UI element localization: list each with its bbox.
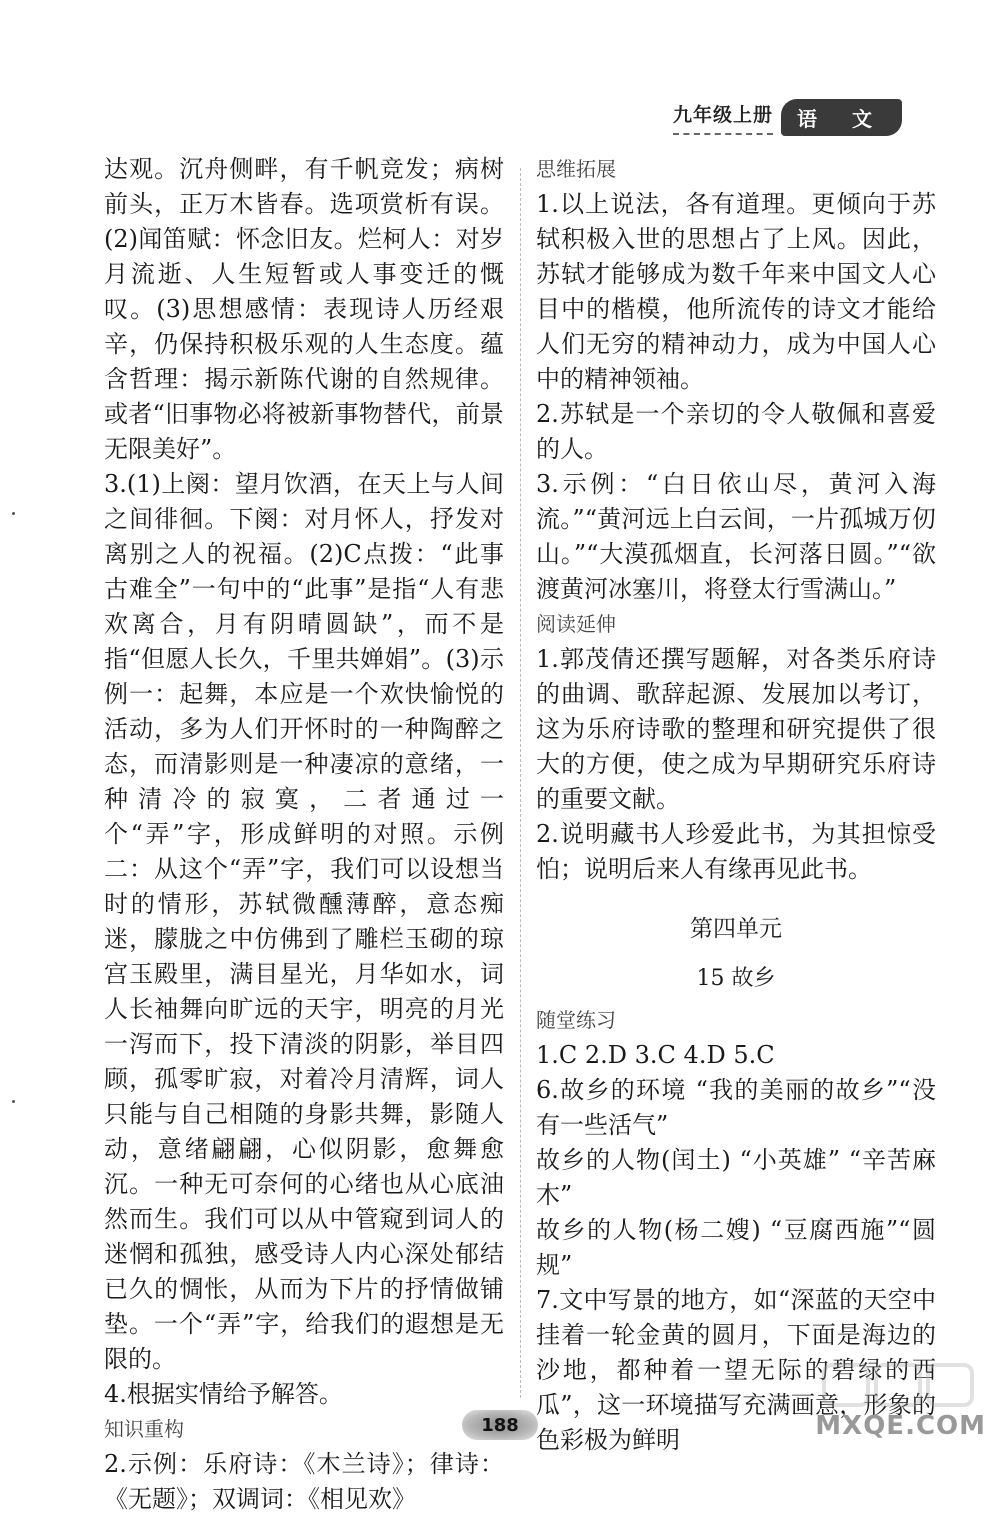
answer-item: 3.示例：“白日依山尽，黄河入海流。”“黄河远上白云间，一片孤城万仞山。”“大漠孤烟直，长河落日圆。”“欲渡黄河冰塞川，将登太行雪满山。”	[536, 470, 936, 603]
answer-item: 故乡的人物(杨二嫂) “豆腐西施”“圆规”	[536, 1216, 936, 1279]
answer-item: 7.文中写景的地方，如“深蓝的天空中挂着一轮金黄的圆月，下面是海边的沙地，都种着一望无际的碧绿的西瓜”，这一环境描写充满画意，形象的色彩极为鲜明	[536, 1286, 936, 1454]
left-column	[104, 152, 504, 1517]
right-column	[536, 152, 936, 1458]
grade-label: 九年级上册	[673, 100, 773, 135]
answer-item: 1.以上说法，各有道理。更倾向于苏轼积极入世的思想占了上风。因此，苏轼才能够成为数千年来中国文人心目中的楷模，他所流传的诗文才能给人们无穷的精神动力，成为中国人心中的精神领袖。	[536, 190, 936, 393]
answer-item: 2.苏轼是一个亲切的令人敬佩和喜爱的人。	[536, 400, 936, 463]
watermark-text: MXQE.COM	[815, 1411, 986, 1441]
section-title-knowledge: 知识重构	[104, 1417, 184, 1441]
unit-title: 第四单元	[690, 916, 782, 942]
subject-badge: 语 文	[781, 99, 902, 136]
answer-item: 1.C 2.D 3.C 4.D 5.C	[536, 1041, 775, 1069]
answer-item: 故乡的人物(闰土) “小英雄” “辛苦麻木”	[536, 1146, 936, 1209]
section-title-thinking: 思维拓展	[536, 157, 616, 181]
column-divider	[520, 168, 521, 1398]
page-number: 188	[462, 1410, 538, 1440]
margin-dot	[12, 512, 15, 515]
answer-item: 6.故乡的环境 “我的美丽的故乡”“没有一些活气”	[536, 1076, 936, 1139]
section-title-practice: 随堂练习	[536, 1008, 616, 1032]
margin-dot	[12, 1100, 15, 1103]
paragraph: 达观。沉舟侧畔，有千帆竞发；病树前头，正万木皆春。选项赏析有误。(2)闻笛赋：怀念旧友。烂柯人：对岁月流逝、人生短暂或人事变迁的慨叹。(3)思想感情：表现诗人历经艰辛，仍保持积极乐观的人生态度。蕴含哲理：揭示新陈代谢的自然规律。或者“旧事物必将被新事物替代，前景无限美好”。	[104, 155, 504, 463]
answer-item: 1.郭茂倩还撰写题解，对各类乐府诗的曲调、歌辞起源、发展加以考订，这为乐府诗歌的整理和研究提供了很大的方便，使之成为早期研究乐府诗的重要文献。	[536, 645, 936, 813]
answer-item: 2.说明藏书人珍爱此书，为其担惊受怕；说明后来人有缘再见此书。	[536, 820, 936, 883]
paragraph: 3.(1)上阕：望月饮酒，在天上与人间之间徘徊。下阕：对月怀人，抒发对离别之人的祝福。(2)C点拨：“此事古难全”一句中的“此事”是指“人有悲欢离合，月有阴晴圆缺”，而不是指“但愿人长久，千里共婵娟”。(3)示例一：起舞，本应是一个欢快愉悦的活动，多为人们开怀时的一种陶醉之态，而清影则是一种凄凉的意绪，一种清冷的寂寞，二者通过一个“弄”字，形成鲜明的对照。示例二：从这个“弄”字，我们可以设想当时的情形，苏轼微醺薄醉，意态痴迷，朦胧之中仿佛到了雕栏玉砌的琼宫玉殿里，满目星光，月华如水，词人长袖舞向旷远的天宇，明亮的月光一泻而下，投下清淡的阴影，举目四顾，孤零旷寂，对着冷月清辉，词人只能与自己相随的身影共舞，影随人动，意绪翩翩，心似阴影，愈舞愈沉。一种无可奈何的心绪也从心底油然而生。我们可以从中管窥到词人的迷惘和孤独，感受诗人内心深处郁结已久的惆怅，从而为下片的抒情做铺垫。一个“弄”字，给我们的遐想是无限的。	[104, 470, 504, 1373]
page-header	[673, 100, 902, 134]
paragraph: 4.根据实情给予解答。	[104, 1380, 343, 1408]
section-title-reading: 阅读延伸	[536, 612, 616, 636]
lesson-title: 15 故乡	[696, 966, 776, 991]
paragraph: 2.示例：乐府诗：《木兰诗》；律诗：《无题》；双调词：《相见欢》	[104, 1450, 504, 1513]
